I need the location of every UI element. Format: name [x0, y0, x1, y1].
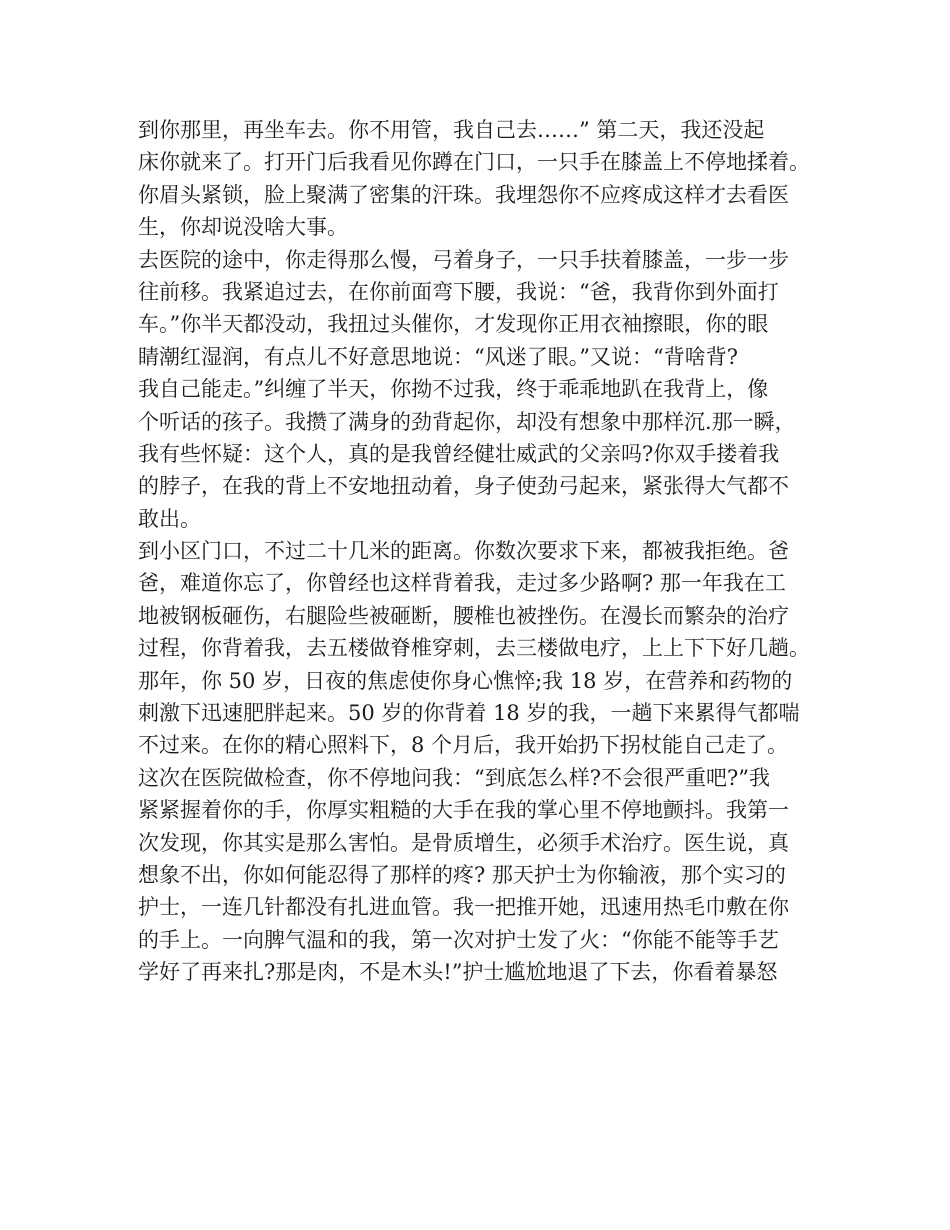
- text-line: 护士，一连几针都没有扎进血管。我一把推开她，迅速用热毛巾敷在你: [138, 895, 789, 920]
- text-line: 爸，难道你忘了，你曾经也这样背着我，走过多少路啊? 那一年我在工: [138, 571, 786, 596]
- text-line: 去医院的途中，你走得那么慢，弓着身子，一只手扶着膝盖，一步一步: [138, 247, 789, 272]
- text-line: 车。”你半天都没动，我扭过头催你，才发现你正用衣袖擦眼，你的眼: [138, 312, 769, 337]
- text-line: 想象不出，你如何能忍得了那样的疼? 那天护士为你输液，那个实习的: [138, 862, 786, 887]
- document-body: [138, 114, 818, 989]
- text-line: 那年，你 50 岁，日夜的焦虑使你身心憔悴;我 18 岁，在营养和药物的: [138, 668, 793, 693]
- text-line: 我有些怀疑：这个人，真的是我曾经健壮威武的父亲吗?你双手搂着我: [138, 441, 780, 466]
- text-line: 到你那里，再坐车去。你不用管，我自己去……” 第二天，我还没起: [138, 118, 765, 142]
- text-line: 生，你却说没啥大事。: [138, 215, 348, 240]
- text-line: 的手上。一向脾气温和的我，第一次对护士发了火：“你能不能等手艺: [138, 927, 779, 952]
- text-line: 床你就来了。打开门后我看见你蹲在门口，一只手在膝盖上不停地揉着。: [138, 150, 810, 175]
- text-line: 刺激下迅速肥胖起来。50 岁的你背着 18 岁的我，一趟下来累得气都喘: [138, 701, 800, 726]
- text-line: 学好了再来扎?那是肉，不是木头!”护士尴尬地退了下去，你看着暴怒: [138, 960, 778, 985]
- text-line: 地被钢板砸伤，右腿险些被砸断，腰椎也被挫伤。在漫长而繁杂的治疗: [138, 603, 789, 628]
- text-line: 个听话的孩子。我攒了满身的劲背起你，却没有想象中那样沉.那一瞬，: [138, 409, 796, 434]
- text-line: 敢出。: [138, 506, 201, 531]
- text-line: 到小区门口，不过二十几米的距离。你数次要求下来，都被我拒绝。爸: [138, 539, 789, 564]
- text-line: 不过来。在你的精心照料下，8 个月后，我开始扔下拐杖能自己走了。: [138, 733, 789, 758]
- text-line: 我自己能走。”纠缠了半天，你拗不过我，终于乖乖地趴在我背上，像: [138, 377, 769, 402]
- text-line: 你眉头紧锁，脸上聚满了密集的汗珠。我埋怨你不应疼成这样才去看医: [138, 182, 789, 207]
- text-line: 往前移。我紧追过去，在你前面弯下腰，我说：“爸，我背你到外面打: [138, 279, 779, 304]
- text-line: 过程，你背着我，去五楼做脊椎穿刺，去三楼做电疗，上上下下好几趟。: [138, 636, 810, 661]
- text-line: 次发现，你其实是那么害怕。是骨质增生，必须手术治疗。医生说，真: [138, 830, 789, 855]
- text-line: 的脖子，在我的背上不安地扭动着，身子使劲弓起来，紧张得大气都不: [138, 474, 789, 499]
- text-line: 这次在医院做检查，你不停地问我：“到底怎么样?不会很严重吧?”我: [138, 765, 770, 790]
- text-line: 睛潮红湿润，有点儿不好意思地说：“风迷了眼。”又说：“背啥背?: [138, 344, 738, 369]
- text-line: 紧紧握着你的手，你厚实粗糙的大手在我的掌心里不停地颤抖。我第一: [138, 798, 789, 823]
